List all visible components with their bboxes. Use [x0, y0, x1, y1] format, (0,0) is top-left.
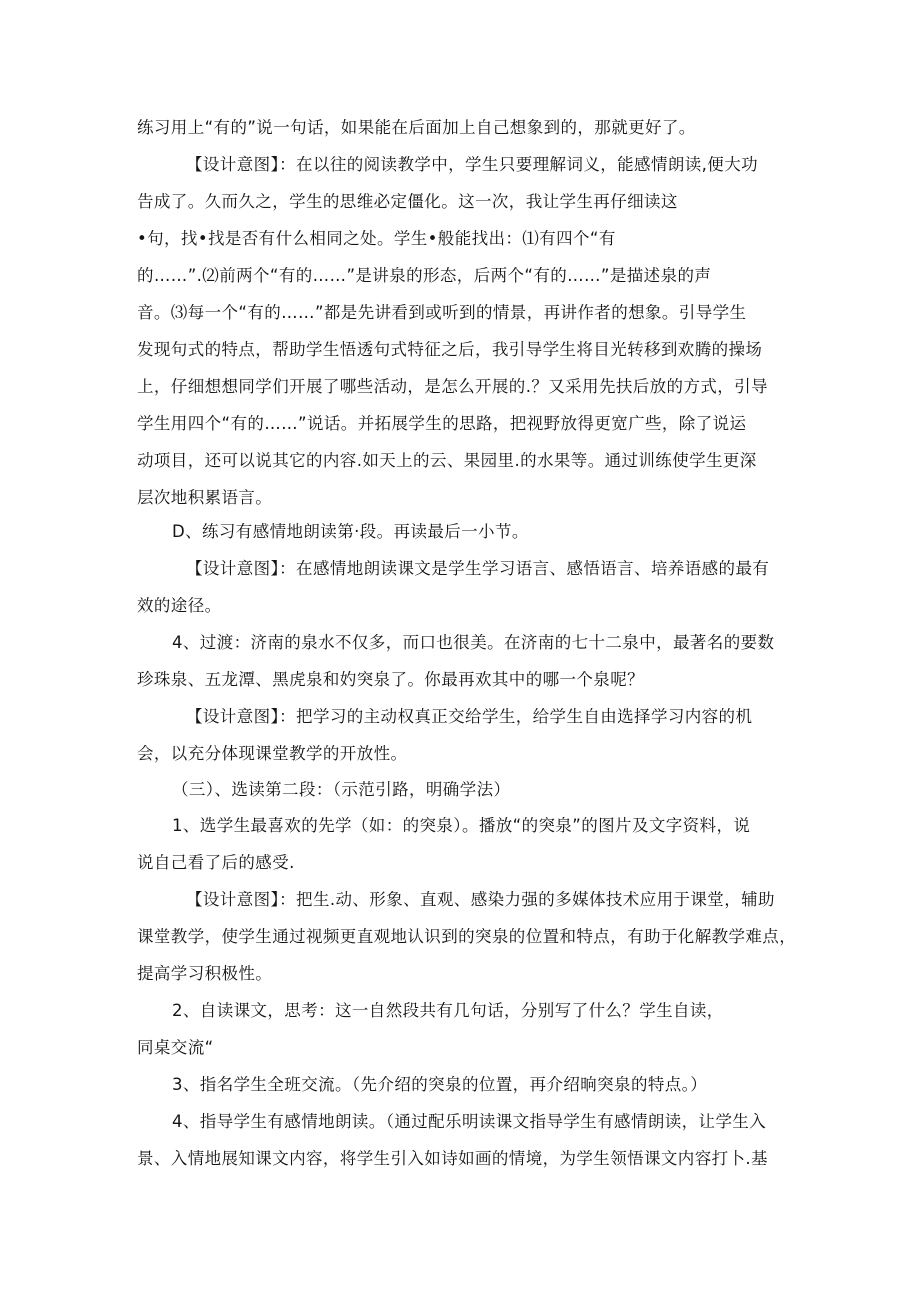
text-line: 提高学习积极性。: [137, 964, 273, 983]
text-line: 会，以充分体现课堂教学的开放性。: [137, 744, 408, 763]
text-line: 说自己看了后的感受.: [137, 853, 295, 872]
text-line: 音。⑶每一个“有的……”都是先讲看到或听到的情景，再讲作者的想象。引导学生: [137, 303, 747, 322]
text-line: 【设计意图】：在感情地朗读课文是学生学习语言、感悟语言、培养语感的最有: [186, 559, 770, 578]
text-line: 景、入情地展知课文内容，将学生引入如诗如画的情境，为学生领悟课文内容打卜.基: [137, 1149, 768, 1168]
text-line: D、练习有感情地朗读第·段。再读最后一小节。: [172, 522, 529, 541]
text-line: 【设计意图】：在以往的阅读教学中，学生只要理解词义，能感情朗读,便大功: [186, 155, 758, 174]
text-line: •句，找•找是否有什么相同之处。学生•般能找出：⑴有四个“有: [137, 229, 616, 248]
text-line: 动项目，还可以说其它的内容.如天上的云、果园里.的水果等。通过训练使学生更深: [137, 451, 757, 470]
text-line: （三）、选读第二段：（示范引路，明确学法）: [172, 780, 511, 799]
text-line: 4、指导学生有感情地朗读。（通过配乐明读课文指导学生有感情朗读，让学生入: [172, 1112, 767, 1131]
text-line: 课堂教学，使学生通过视频更直观地认识到的突泉的位置和特点，有助于化解教学难点，: [137, 927, 797, 946]
text-line: 【设计意图】：把学习的主动权真正交给学生，给学生自由选择学习内容的机: [186, 707, 753, 726]
text-line: 3、指名学生全班交流。（先介绍的突泉的位置，再介绍晌突泉的特点。）: [172, 1075, 708, 1094]
text-line: 同桌交流“: [137, 1038, 214, 1057]
text-line: 4、过渡：济南的泉水不仅多，而口也很美。在济南的七十二泉中，最著名的要数: [172, 633, 775, 652]
text-line: 2、自读课文，思考：这一自然段共有几句话，分别写了什么？学生自读，: [172, 1001, 724, 1020]
text-line: 练习用上“有的”说一句话，如果能在后面加上自己想象到的，那就更好了。: [137, 118, 696, 137]
text-line: 珍珠泉、五龙潭、黑虎泉和妁突泉了。你最再欢其中的哪一个泉呢？: [137, 670, 644, 689]
text-line: 效的途径。: [137, 596, 222, 615]
text-line: 1、选学生最喜欢的先学（如：的突泉）。播放“的突泉”的图片及文字资料，说: [172, 816, 751, 835]
text-line: 的……”.⑵前两个“有的……”是讲泉的形态，后两个“有的……”是描述泉的声: [137, 266, 712, 285]
text-line: 上，仔细想想同学们开展了哪些活动，是怎么开展的.？又采用先扶后放的方式，引导: [137, 377, 768, 396]
text-line: 学生用四个“有的……”说话。并拓展学生的思路，把视野放得更宽广些，除了说运: [137, 414, 747, 433]
text-line: 层次地积累语言。: [137, 488, 273, 507]
text-line: 告成了。久而久之，学生的思维必定僵化。这一次，我让学生再仔细读这: [137, 192, 678, 211]
text-line: 发现句式的特点，帮助学生悟透句式特征之后，我引导学生将目光转移到欢腾的操场: [137, 340, 763, 359]
text-line: 【设计意图】：把生.动、形象、直观、感染力强的多媒体技术应用于课堂，辅助: [186, 890, 775, 909]
